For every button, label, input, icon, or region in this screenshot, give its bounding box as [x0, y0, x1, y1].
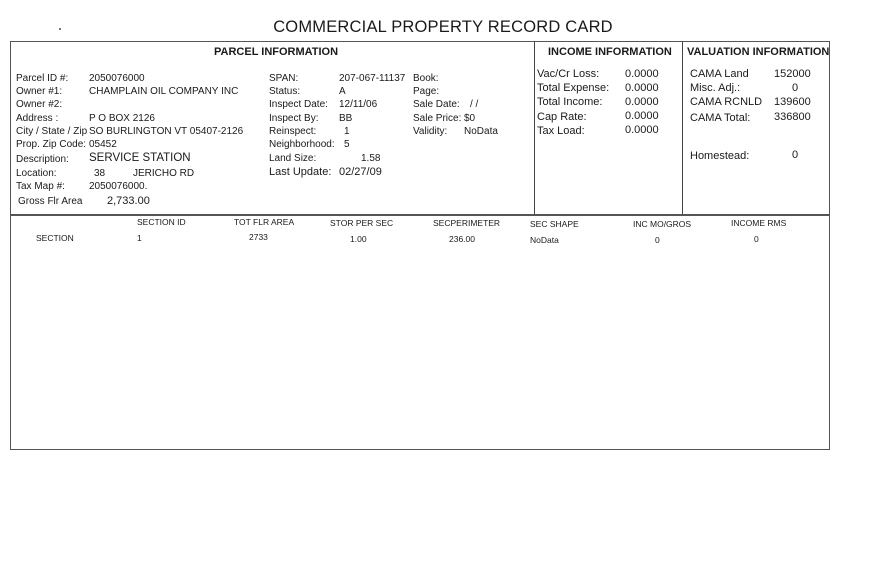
land-size-value: 1.58: [361, 153, 381, 164]
section-row-sec-shape: NoData: [530, 235, 559, 245]
location-street: JERICHO RD: [133, 168, 195, 179]
inspect-by-label: Inspect By:: [269, 113, 319, 124]
neighborhood-label: Neighborhood:: [269, 139, 335, 150]
col-header-section-id: SECTION ID: [137, 217, 186, 227]
tax-map-value: 2050076000.: [89, 181, 148, 192]
divider-income: [534, 42, 535, 214]
inspect-date-value: 12/11/06: [339, 99, 378, 110]
income-value-total: 0.0000: [625, 96, 659, 108]
span-label: SPAN:: [269, 73, 299, 84]
span-value: 207-067-11137: [339, 73, 406, 84]
valuation-value-misc: 0: [792, 82, 799, 94]
divider-valuation: [682, 42, 683, 214]
owner1-value: CHAMPLAIN OIL COMPANY INC: [89, 86, 239, 97]
section-row-secperimeter: 236.00: [449, 234, 475, 244]
status-label: Status:: [269, 86, 301, 97]
address-label: Address :: [16, 113, 59, 124]
prop-zip-value: 05452: [89, 139, 117, 150]
col-header-sec-shape: SEC SHAPE: [530, 219, 579, 229]
neighborhood-value: 5: [344, 139, 350, 150]
validity-label: Validity:: [413, 126, 448, 137]
status-value: A: [339, 86, 346, 97]
income-value-expense: 0.0000: [625, 82, 659, 94]
parcel-id-value: 2050076000: [89, 73, 145, 84]
divider-sections: [11, 214, 830, 216]
income-label-taxload: Tax Load:: [537, 125, 585, 137]
owner2-label: Owner #2:: [16, 99, 63, 110]
income-value-taxload: 0.0000: [625, 124, 659, 136]
income-label-expense: Total Expense:: [537, 82, 610, 94]
valuation-value-land: 152000: [774, 68, 811, 80]
reinspect-label: Reinspect:: [269, 126, 317, 137]
section-row-income-rms: 0: [754, 234, 759, 244]
section-row-label: SECTION: [36, 233, 74, 243]
page-title: COMMERCIAL PROPERTY RECORD CARD: [273, 18, 613, 36]
section-row-inc-mo-gros: 0: [655, 235, 660, 245]
parcel-id-label: Parcel ID #:: [16, 73, 69, 84]
description-value: SERVICE STATION: [89, 152, 191, 164]
city-value: SO BURLINGTON VT 05407-2126: [89, 126, 244, 137]
valuation-label-rcnld: CAMA RCNLD: [690, 96, 763, 108]
valuation-value-total: 336800: [774, 111, 811, 123]
prop-zip-label: Prop. Zip Code:: [16, 139, 87, 150]
land-size-label: Land Size:: [269, 153, 317, 164]
inspect-date-label: Inspect Date:: [269, 99, 328, 110]
sale-date-value: / /: [470, 99, 479, 110]
sale-date-label: Sale Date:: [413, 99, 460, 110]
gross-flr-area-value: 2,733.00: [107, 195, 150, 207]
homestead-value: 0: [792, 149, 799, 161]
gross-flr-area-label: Gross Flr Area: [18, 196, 83, 207]
valuation-label-misc: Misc. Adj.:: [690, 82, 741, 94]
location-label: Location:: [16, 168, 57, 179]
reinspect-value: 1: [344, 126, 350, 137]
valuation-label-land: CAMA Land: [690, 68, 749, 80]
owner1-label: Owner #1:: [16, 86, 63, 97]
income-value-vac: 0.0000: [625, 68, 659, 80]
city-label: City / State / Zip: [16, 126, 88, 137]
income-heading: INCOME INFORMATION: [548, 46, 672, 58]
col-header-inc-mo-gros: INC MO/GROS: [633, 219, 692, 229]
section-row-id: 1: [137, 233, 142, 243]
income-value-cap: 0.0000: [625, 110, 659, 122]
parcel-heading: PARCEL INFORMATION: [214, 46, 339, 58]
income-label-vac: Vac/Cr Loss:: [537, 68, 600, 80]
income-label-total: Total Income:: [537, 96, 603, 108]
col-header-secperimeter: SECPERIMETER: [433, 218, 501, 228]
col-header-tot-flr-area: TOT FLR AREA: [234, 217, 295, 227]
location-number: 38: [94, 168, 106, 179]
income-label-cap: Cap Rate:: [537, 111, 587, 123]
book-label: Book:: [413, 73, 439, 84]
section-row-tot-flr-area: 2733: [249, 232, 268, 242]
sale-price-label: Sale Price:: [413, 113, 462, 124]
validity-value: NoData: [464, 126, 498, 137]
section-row-stor-per-sec: 1.00: [350, 234, 367, 244]
page-label: Page:: [413, 86, 440, 97]
tax-map-label: Tax Map #:: [16, 181, 65, 192]
homestead-label: Homestead:: [690, 150, 750, 162]
col-header-income-rms: INCOME RMS: [731, 218, 787, 228]
last-update-label: Last Update:: [269, 166, 332, 178]
last-update-value: 02/27/09: [339, 166, 382, 178]
valuation-value-rcnld: 139600: [774, 96, 811, 108]
valuation-label-total: CAMA Total:: [690, 112, 751, 124]
sale-price-value: $0: [464, 113, 476, 124]
col-header-stor-per-sec: STOR PER SEC: [330, 218, 394, 228]
inspect-by-value: BB: [339, 113, 353, 124]
description-label: Description:: [16, 154, 69, 165]
address-value: P O BOX 2126: [89, 113, 155, 124]
valuation-heading: VALUATION INFORMATION: [687, 46, 830, 58]
